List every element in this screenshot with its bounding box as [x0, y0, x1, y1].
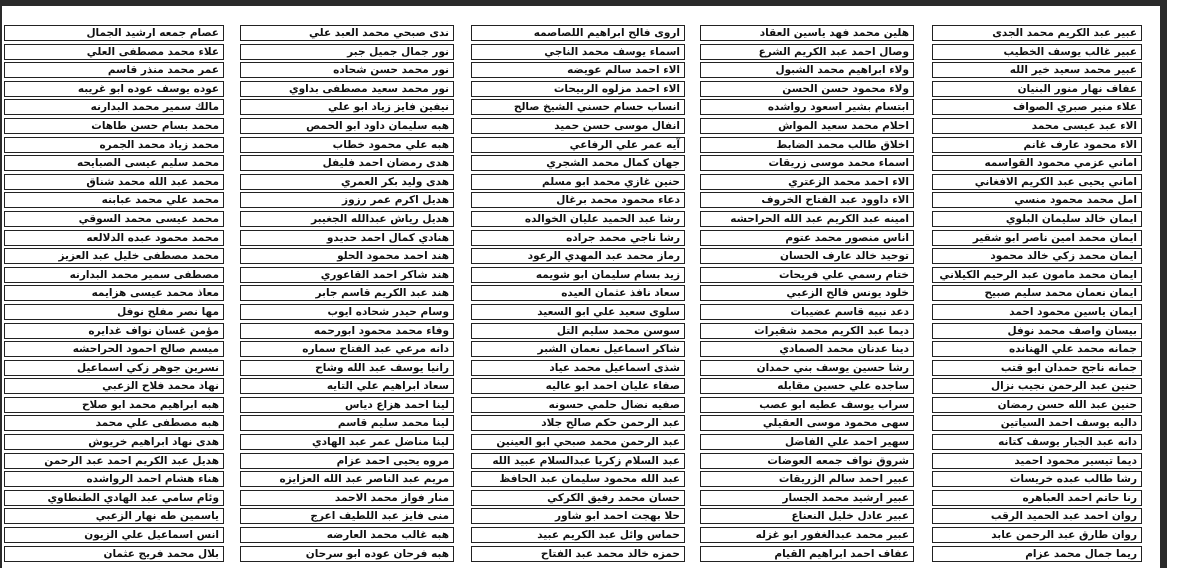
name-cell: عفاف احمد ابراهيم القيام [700, 546, 914, 562]
name-cell: شروق نواف جمعه العوضات [700, 453, 914, 469]
name-cell: سهى محمود موسى العقيلي [700, 415, 914, 431]
name-cell: منى فايز عبد اللطيف اعرج [240, 508, 454, 524]
name-cell: نور محمد حسن شحاده [240, 62, 454, 78]
name-cell: ديما تيسير محمود احميد [932, 453, 1142, 469]
name-cell: هدى رمضان احمد فليفل [240, 155, 454, 171]
name-cell: امل محمد محمود منسي [932, 192, 1142, 208]
name-cell: انساب حسام حسني الشيخ صالح [471, 99, 685, 115]
name-cell: مالك سمير محمد البدارنه [4, 99, 224, 115]
name-cell: هند احمد محمود الحلو [240, 248, 454, 264]
name-cell: سعاد ابراهيم علي التايه [240, 378, 454, 394]
name-cell: رنا حاتم احمد العباهره [932, 490, 1142, 506]
names-column-2 [700, 25, 914, 564]
name-cell: شاكر اسماعيل نعمان الشبر [471, 341, 685, 357]
name-cell: لينا مناضل عمر عبد الهادي [240, 434, 454, 450]
name-cell: حسان محمد رفيق الكركي [471, 490, 685, 506]
name-cell: عوده يوسف عوده ابو غريبه [4, 81, 224, 97]
name-cell: مها نصر مفلح نوفل [4, 304, 224, 320]
name-cell: ايمان نعمان محمد سليم صبيح [932, 285, 1142, 301]
name-cell: عبير محمد عبدالغفور ابو غزله [700, 527, 914, 543]
name-cell: دينا عدنان محمد الصمادي [700, 341, 914, 357]
right-border [1160, 0, 1167, 568]
name-cell: هناء هشام احمد الرواشده [4, 471, 224, 487]
name-cell: الاء داوود عبد الفتاح الخروف [700, 192, 914, 208]
name-cell: لينا احمد هزاع دياس [240, 397, 454, 413]
name-cell: وئام سامي عبد الهادي الطنطاوي [4, 490, 224, 506]
name-cell: هنادي كمال احمد حديدو [240, 230, 454, 246]
name-cell: هند شاكر احمد القاعوري [240, 267, 454, 283]
name-cell: لينا محمد سليم قاسم [240, 415, 454, 431]
names-column-3 [471, 25, 685, 564]
name-cell: عبير عادل خليل النعناع [700, 508, 914, 524]
name-cell: هديل اكرم عمر رزوز [240, 192, 454, 208]
name-cell: حماس وائل عبد الكريم عبيد [471, 527, 685, 543]
name-cell: الاء عبد عيسى محمد [932, 118, 1142, 134]
name-cell: هدى نهاد ابراهيم خريوش [4, 434, 224, 450]
name-cell: روان طارق عبد الرحمن عابد [932, 527, 1142, 543]
name-cell: هند عبد الكريم قاسم جابر [240, 285, 454, 301]
name-cell: هلين محمد فهد ياسين العقاد [700, 25, 914, 41]
name-cell: نيفين فايز زياد ابو علي [240, 99, 454, 115]
names-column-4 [240, 25, 454, 564]
name-cell: محمد زياد محمد الجمره [4, 137, 224, 153]
name-cell: مؤمن غسان نواف غدايره [4, 323, 224, 339]
name-cell: محمد علي محمد عبابنه [4, 192, 224, 208]
name-cell: احلام محمد سعيد المواش [700, 118, 914, 134]
name-cell: هبه غالب محمد العارضه [240, 527, 454, 543]
name-cell: دانه عبد الجبار يوسف كتانه [932, 434, 1142, 450]
name-cell: حنين عبد الرحمن نجيب نزال [932, 378, 1142, 394]
name-cell: رشا عبد الحميد عليان الخوالده [471, 211, 685, 227]
name-cell: ولاء محمود حسن الحسن [700, 81, 914, 97]
name-cell: نور جمال جميل جبر [240, 44, 454, 60]
name-cell: حمزه خالد محمد عبد الفتاح [471, 546, 685, 562]
name-cell: روان احمد عبد الحميد الرقب [932, 508, 1142, 524]
name-cell: امينه عبد الكريم عبد الله الحراحشه [700, 211, 914, 227]
name-cell: عبد السلام زكريا عبدالسلام عبيد الله [471, 453, 685, 469]
name-cell: مروه يحيى احمد عزام [240, 453, 454, 469]
name-cell: انس اسماعيل علي الزيون [4, 527, 224, 543]
name-cell: سعاد نافذ عثمان العيده [471, 285, 685, 301]
name-cell: رشا حسين يوسف بني حمدان [700, 360, 914, 376]
name-cell: دعد نبيه قاسم عضيبات [700, 304, 914, 320]
name-cell: اماني يحيى عبد الكريم الافغاني [932, 174, 1142, 190]
name-cell: آيه عمر علي الرفاعي [471, 137, 685, 153]
name-cell: منار فواز محمد الاحمد [240, 490, 454, 506]
name-cell: محمد بسام حسن طاهات [4, 118, 224, 134]
name-cell: علاء محمد مصطفى العلي [4, 44, 224, 60]
name-cell: ياسمين طه نهار الزعبي [4, 508, 224, 524]
name-cell: رماز محمد عبد المهدي الرعود [471, 248, 685, 264]
name-cell: اخلاق طالب محمد الضابط [700, 137, 914, 153]
name-cell: بلال محمد فريج عثمان [4, 546, 224, 562]
name-cell: عبد الرحمن محمد صبحي ابو العينين [471, 434, 685, 450]
name-cell: رانيا يوسف عبد الله وشاح [240, 360, 454, 376]
name-cell: جمانه ناجح حمدان ابو قتب [932, 360, 1142, 376]
name-cell: الاء احمد سالم عويضه [471, 62, 685, 78]
name-cell: الاء محمود عارف غانم [932, 137, 1142, 153]
name-cell: رشا ناجي محمد جراده [471, 230, 685, 246]
name-cell: هبه مصطفى علي محمد [4, 415, 224, 431]
name-cell: هديل عبد الكريم احمد عبد الرحمن [4, 453, 224, 469]
name-cell: مصطفى سمير محمد البدارنه [4, 267, 224, 283]
name-cell: محمد سليم عيسى الصبايحه [4, 155, 224, 171]
name-cell: شذى اسماعيل محمد عياد [471, 360, 685, 376]
name-cell: صفاء عليان احمد ابو عاليه [471, 378, 685, 394]
name-cell: سراب يوسف عطيه ابو عصب [700, 397, 914, 413]
name-cell: اماني عزمي محمود القواسمه [932, 155, 1142, 171]
name-cell: ندى صبحي محمد العبد علي [240, 25, 454, 41]
name-cell: ميسم صالح احمود الحراحشه [4, 341, 224, 357]
name-cell: عبير احمد سالم الزريقات [700, 471, 914, 487]
name-cell: صفيه نضال حلمي حسونه [471, 397, 685, 413]
name-cell: وسام حيدر شحاده ايوب [240, 304, 454, 320]
name-cell: وفاء محمد محمود ابورحمه [240, 323, 454, 339]
name-cell: سلوى سعيد علي ابو السعيد [471, 304, 685, 320]
name-cell: الاء احمد محمد الزعتري [700, 174, 914, 190]
name-cell: عبير محمد سعيد خير الله [932, 62, 1142, 78]
name-cell: عبير ارشيد محمد الجسار [700, 490, 914, 506]
name-cell: محمد عبد الله محمد شناق [4, 174, 224, 190]
name-cell: ساجده علي حسين مقابله [700, 378, 914, 394]
name-cell: ايمان محمد زكي خالد محمود [932, 248, 1142, 264]
name-cell: ختام رسمي علي فريحات [700, 267, 914, 283]
name-cell: وصال احمد عبد الكريم الشرع [700, 44, 914, 60]
name-cell: نور محمد سعيد مصطفى بداوي [240, 81, 454, 97]
name-cell: هبه ابراهيم محمد ابو صلاح [4, 397, 224, 413]
name-cell: جمانه محمد علي الهنانده [932, 341, 1142, 357]
names-column-5 [4, 25, 224, 564]
name-cell: هدى وليد بكر العمري [240, 174, 454, 190]
name-cell: حنين غازي محمد ابو مسلم [471, 174, 685, 190]
name-cell: عفاف نهار منور البنيان [932, 81, 1142, 97]
name-cell: اسماء محمد موسى زريقات [700, 155, 914, 171]
name-cell: ديما عبد الكريم محمد شقيرات [700, 323, 914, 339]
left-border [0, 0, 2, 568]
top-border [0, 0, 1167, 6]
name-cell: علاء منير صبري الصواف [932, 99, 1142, 115]
name-cell: محمد عيسى محمد السوقي [4, 211, 224, 227]
name-cell: خلود يونس فالح الزعبي [700, 285, 914, 301]
name-cell: زيد بسام سليمان ابو شويمه [471, 267, 685, 283]
names-column-1 [932, 25, 1142, 564]
name-cell: هديل رياش عبدالله الجغيبر [240, 211, 454, 227]
name-cell: دانه مرعي عبد الفتاح سماره [240, 341, 454, 357]
name-cell: اروى فالح ابراهيم اللصاصمه [471, 25, 685, 41]
name-cell: هبه فرحان عوده ابو سرحان [240, 546, 454, 562]
name-cell: توحيد خالد عارف الحسان [700, 248, 914, 264]
name-cell: الاء احمد مزلوه الربيحات [471, 81, 685, 97]
name-cell: نسرين جوهر زكي اسماعيل [4, 360, 224, 376]
name-cell: سهير احمد علي الفاضل [700, 434, 914, 450]
name-cell: جهان كمال محمد الشجري [471, 155, 685, 171]
name-cell: ايمان محمد امين ناصر ابو شقير [932, 230, 1142, 246]
name-cell: عمر محمد منذر قاسم [4, 62, 224, 78]
name-cell: سوسن محمد سليم التل [471, 323, 685, 339]
name-cell: عبد الرحمن حكم صالح جلاد [471, 415, 685, 431]
name-cell: مريم عبد الناصر عبد الله العزايزه [240, 471, 454, 487]
name-cell: ايمان ياسين محمود احمد [932, 304, 1142, 320]
name-cell: ابتسام بشير اسعود رواشده [700, 99, 914, 115]
name-cell: عبير عبد الكريم محمد الجدى [932, 25, 1142, 41]
name-cell: ريما جمال محمد عزام [932, 546, 1142, 562]
name-cell: انفال موسى حسن حميد [471, 118, 685, 134]
name-cell: محمد محمود عبده الدلالعه [4, 230, 224, 246]
name-cell: عصام جمعه ارشيد الجمال [4, 25, 224, 41]
name-cell: هبه سليمان داود ابو الحمص [240, 118, 454, 134]
name-cell: معاذ محمد عيسى هزايمه [4, 285, 224, 301]
name-cell: حلا بهجت احمد ابو شاور [471, 508, 685, 524]
name-cell: ولاء ابراهيم محمد الشبول [700, 62, 914, 78]
name-cell: ايمان محمد مامون عبد الرحيم الكيلاني [932, 267, 1142, 283]
name-cell: رشا طالب عبده خريسات [932, 471, 1142, 487]
name-cell: نهاد محمد فلاح الزعبي [4, 378, 224, 394]
name-cell: داليه يوسف احمد السياتين [932, 415, 1142, 431]
name-cell: ايمان خالد سليمان البلوي [932, 211, 1142, 227]
name-cell: اسماء يوسف محمد الناجي [471, 44, 685, 60]
name-cell: دعاء محمود محمد برغال [471, 192, 685, 208]
name-cell: بيسان واصف محمد نوفل [932, 323, 1142, 339]
name-cell: محمد مصطفى خليل عبد العزيز [4, 248, 224, 264]
name-cell: حنين عبد الله حسن رمضان [932, 397, 1142, 413]
name-cell: اناس منصور محمد عتوم [700, 230, 914, 246]
name-cell: عبد الله محمود سليمان عبد الحافظ [471, 471, 685, 487]
name-cell: هبه علي محمود خطاب [240, 137, 454, 153]
name-cell: عبير غالب يوسف الخطيب [932, 44, 1142, 60]
